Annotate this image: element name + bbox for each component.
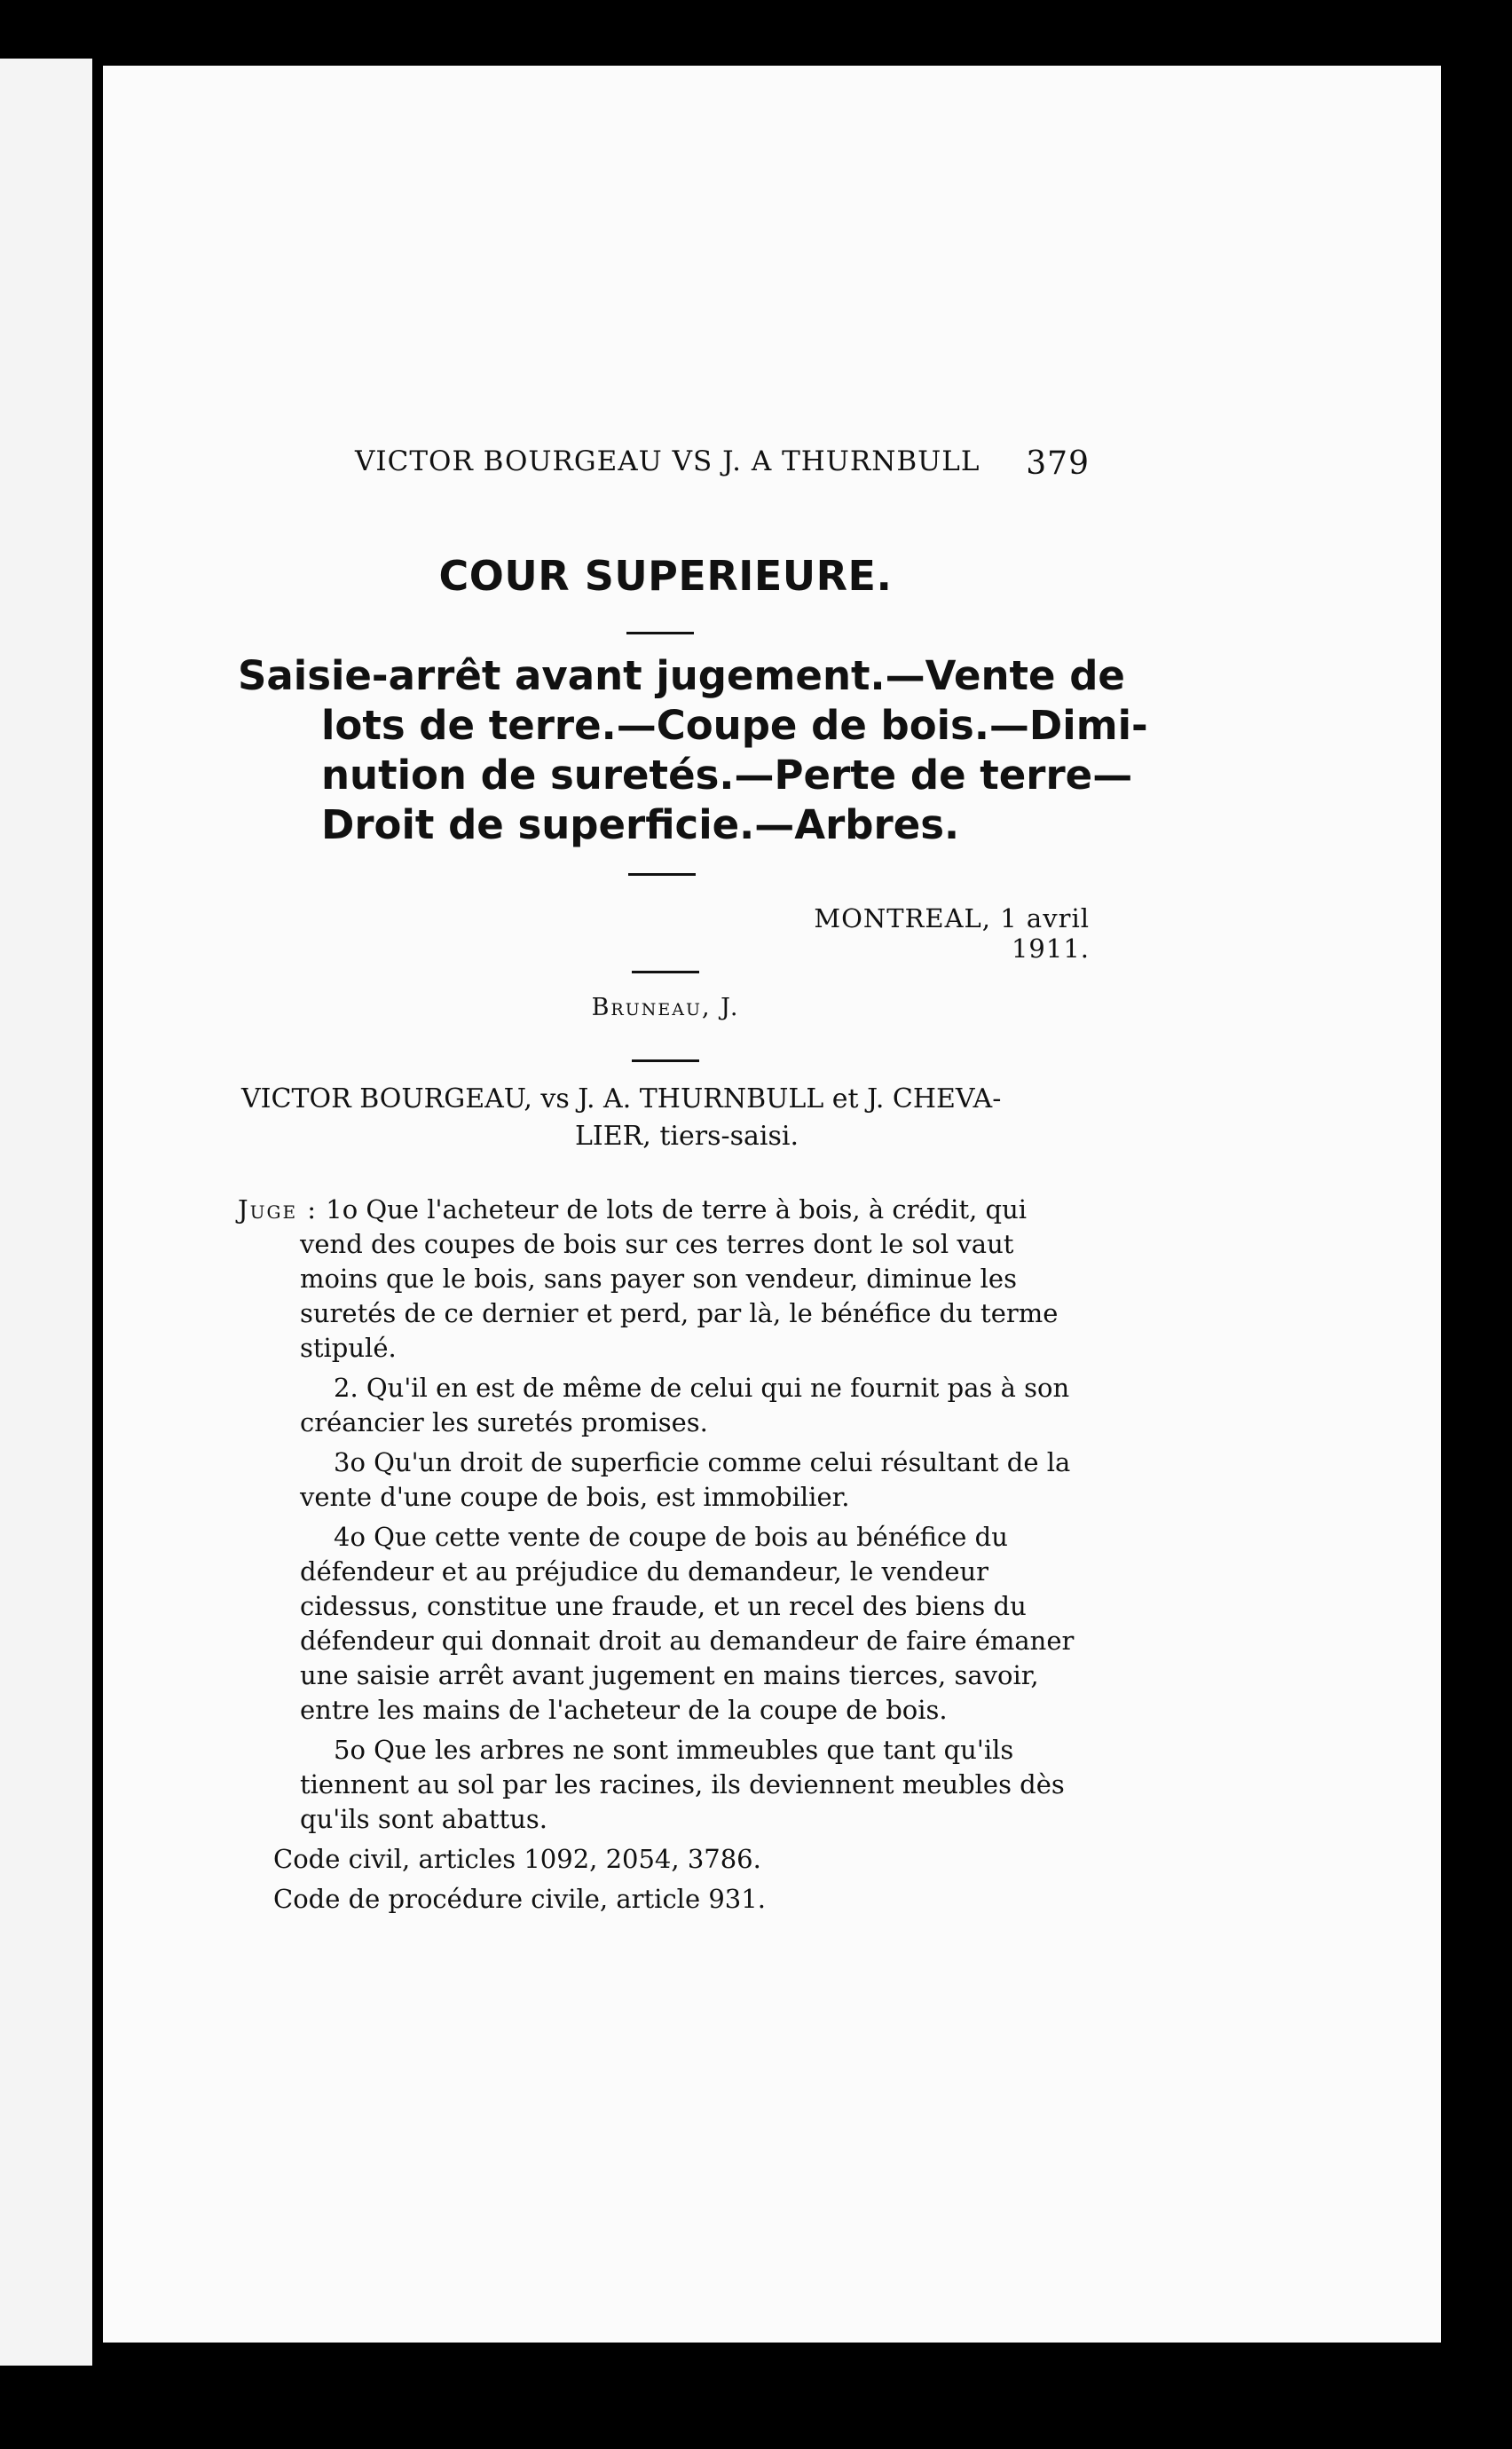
running-head-title: VICTOR BOURGEAU VS J. A THURNBULL [355, 445, 980, 477]
divider-rule [626, 632, 694, 634]
heading-line: Droit de superficie.—Arbres. [321, 801, 960, 848]
case-heading [238, 651, 1148, 850]
heading-line: Saisie-arrêt avant jugement.—Vente de [238, 652, 1125, 699]
parties [241, 1081, 1090, 1155]
parties-line: LIER, tiers-saisi. [575, 1121, 799, 1152]
citation-civil-code: Code civil, articles 1092, 2054, 3786. [273, 1844, 761, 1874]
citation-procedure-code: Code de procédure civile, article 931. [273, 1884, 766, 1914]
juge-label: Juge : [238, 1194, 319, 1224]
adjacent-page-edge [0, 59, 92, 2366]
holding-1 [238, 1193, 1095, 1366]
holding-5: 5o Que les arbres ne sont immeubles que tant qu'ils tiennent au sol par les racines, ils deviennent meubles dès qu'ils sont abattus. [300, 1735, 1065, 1834]
holding-2: 2. Qu'il en est de même de celui qui ne fournit pas à son créancier les suretés promises. [300, 1373, 1070, 1437]
judge-name: Bruneau, J. [591, 994, 740, 1021]
divider-rule [628, 873, 696, 876]
parties-line: VICTOR BOURGEAU, vs J. A. THURNBULL et J. CHEVA- [241, 1083, 1002, 1114]
court-title: COUR SUPERIEURE. [438, 552, 893, 600]
heading-line: nution de suretés.—Perte de terre— [321, 752, 1133, 799]
holding-4: 4o Que cette vente de coupe de bois au bénéfice du défendeur et au préjudice du demandeur, le vendeur cidessus, constitue une fraude, et un recel des biens du défendeur qui donnait droit au demandeur de faire émaner une saisie arrêt avant jugement en mains tierces, savoir, entre les mains de l'acheteur de la coupe de bois. [300, 1522, 1075, 1725]
divider-rule [632, 1059, 699, 1062]
place-date: MONTREAL, 1 avril 1911. [814, 903, 1090, 964]
holding-text: 1o Que l'acheteur de lots de terre à bois, à crédit, qui vend des coupes de bois sur ces terres dont le sol vaut moins que le bois, sans payer son vendeur, diminue les suretés de ce dernier et perd, par là, le bénéfice du terme stipulé. [300, 1194, 1059, 1363]
heading-line: lots de terre.—Coupe de bois.—Dimi- [321, 702, 1148, 749]
divider-rule [632, 971, 699, 973]
holding-3: 3o Qu'un droit de superficie comme celui résultant de la vente d'une coupe de bois, est immobilier. [300, 1447, 1071, 1512]
holdings [238, 1193, 1095, 1922]
page-number: 379 [1026, 445, 1090, 482]
